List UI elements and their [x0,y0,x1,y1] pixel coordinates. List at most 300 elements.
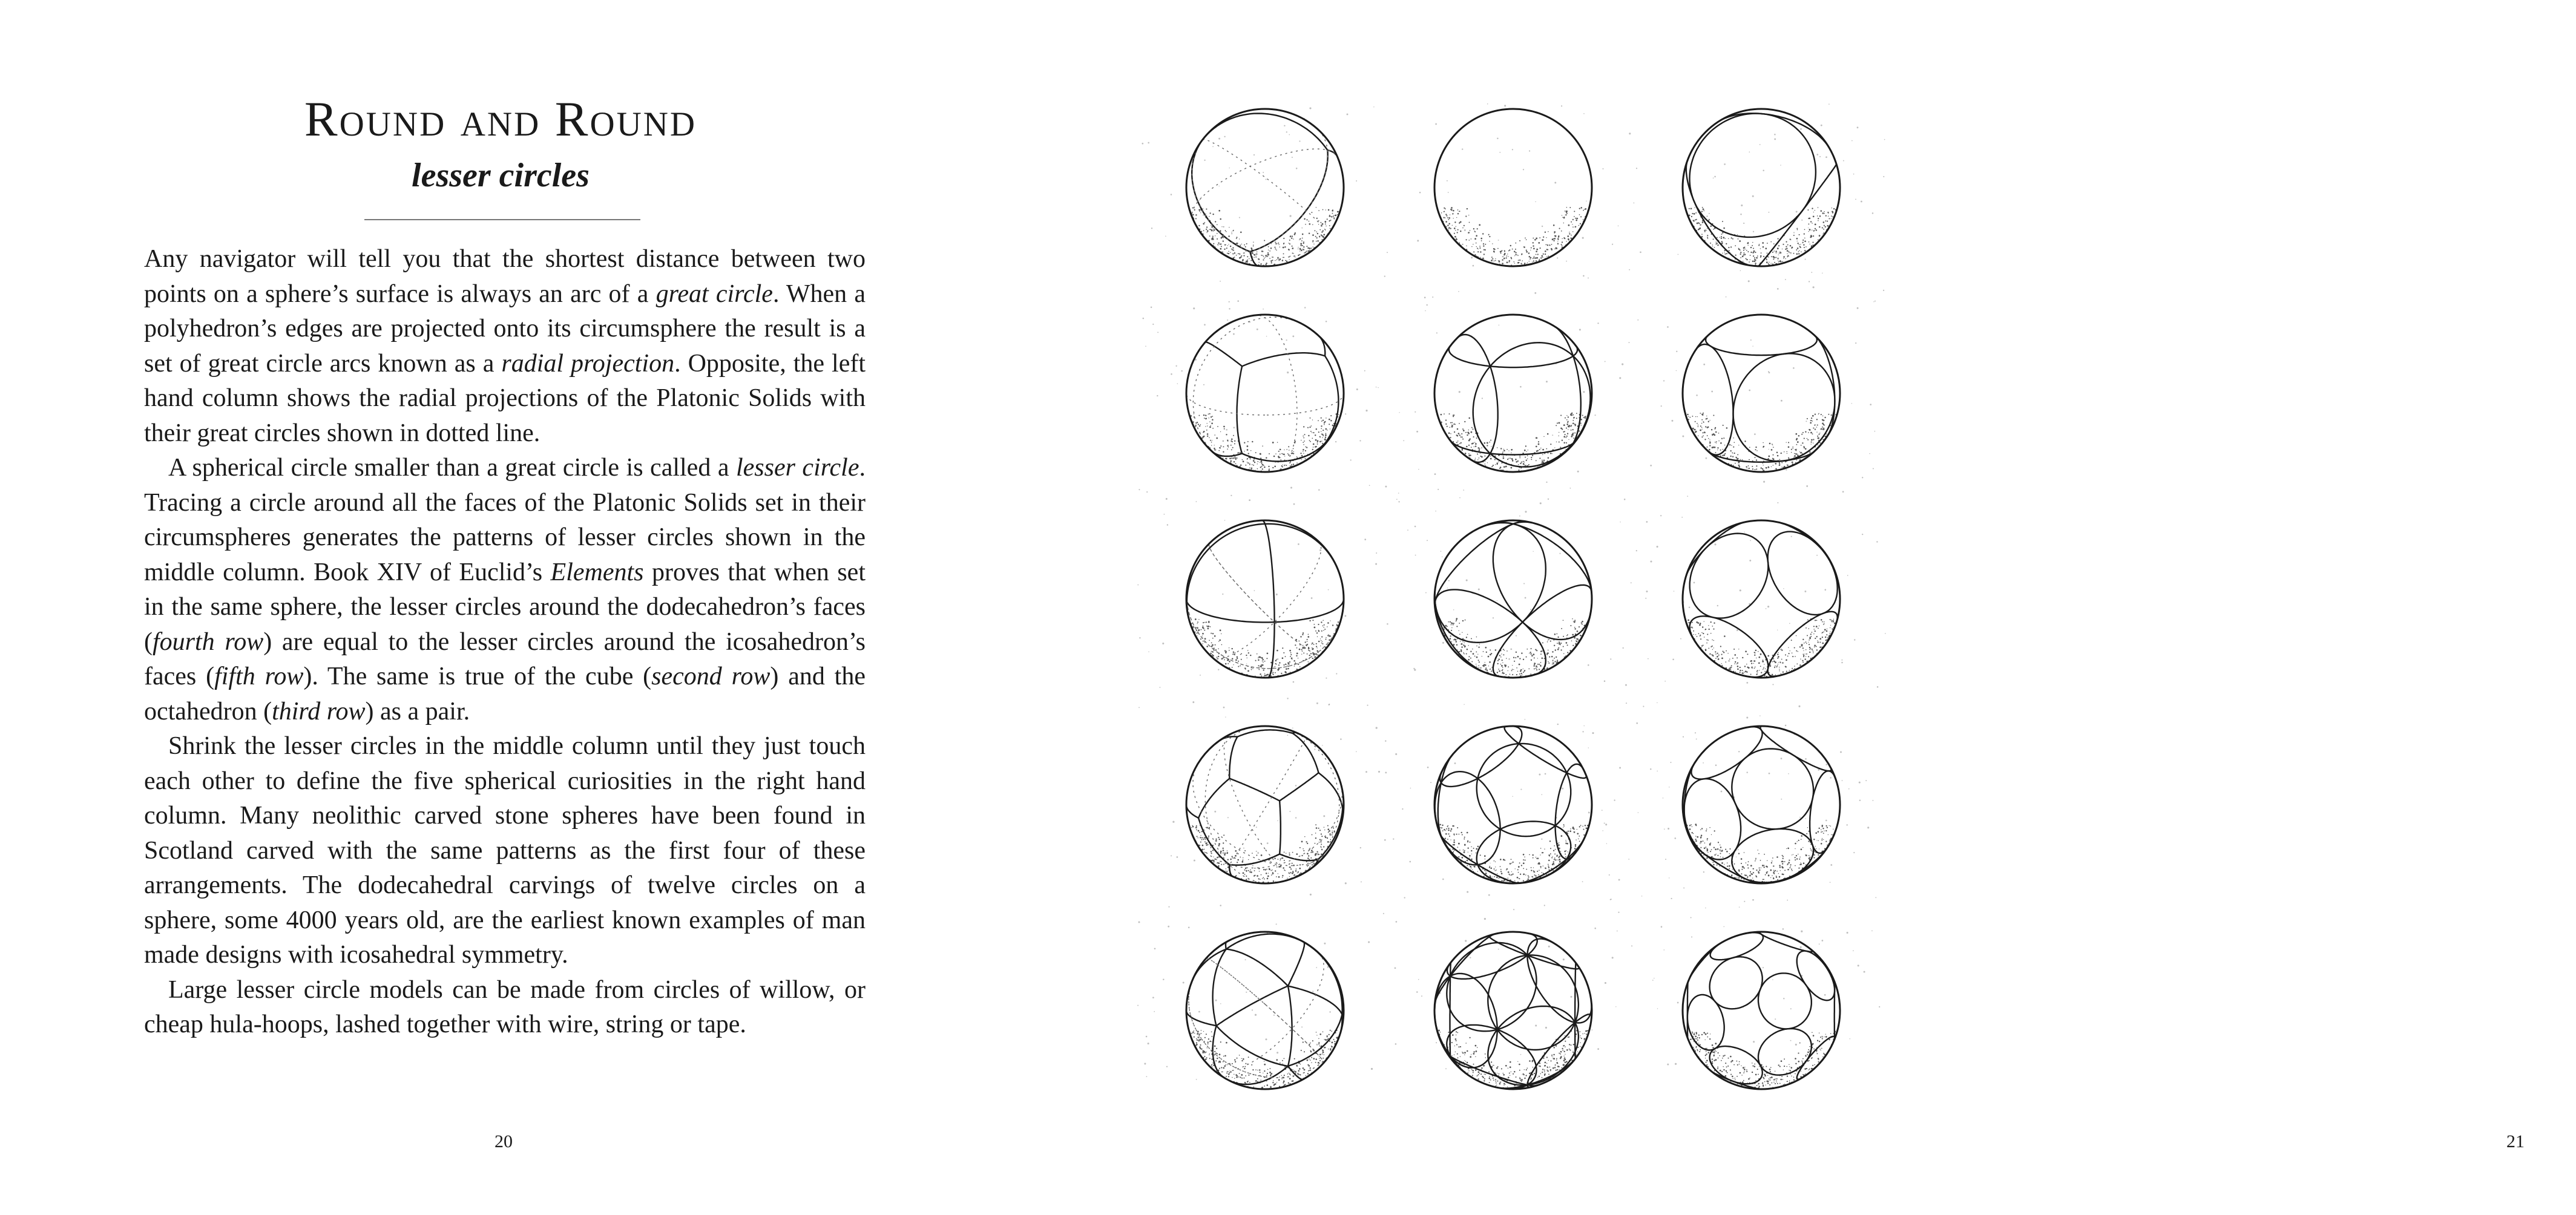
stipple-dot [1324,943,1326,945]
shade-dot [1806,649,1807,650]
shade-dot [1778,656,1779,658]
shade-dot [1744,672,1745,673]
shade-dot [1530,250,1531,251]
shade-dot [1313,624,1315,625]
shade-dot [1485,873,1487,874]
shade-dot [1202,643,1203,644]
shade-dot [1823,624,1824,625]
shade-dot [1830,619,1831,620]
shade-dot [1556,856,1557,857]
shade-dot [1209,235,1211,237]
shade-dot [1785,666,1786,667]
shade-dot [1311,212,1312,213]
shade-dot [1265,869,1266,871]
shade-dot [1242,459,1243,460]
shade-dot [1327,841,1329,843]
stipple-dot [1793,367,1795,369]
stipple-dot [1151,228,1152,229]
shade-dot [1695,416,1696,417]
shade-dot [1317,233,1318,234]
shade-dot [1450,433,1451,434]
shade-dot [1718,842,1719,843]
shade-dot [1818,444,1819,445]
shade-dot [1543,240,1544,241]
shade-dot [1708,421,1709,422]
shade-dot [1212,654,1213,655]
shade-dot [1825,637,1826,638]
stipple-dot [1471,1054,1472,1055]
shade-dot [1212,859,1213,860]
shade-dot [1723,228,1725,229]
shade-dot [1468,659,1470,661]
shade-dot [1293,463,1295,465]
stipple-dot [1295,785,1297,787]
shade-dot [1214,434,1215,436]
shade-dot [1743,254,1744,255]
shade-dot [1796,238,1798,240]
shade-dot [1773,465,1774,466]
shade-dot [1756,459,1757,460]
shade-dot [1583,829,1585,830]
shade-dot [1795,843,1796,845]
stipple-dot [1263,309,1264,310]
stipple-dot [1691,936,1692,937]
shade-dot [1252,253,1254,254]
shade-dot [1806,643,1807,644]
shade-dot [1207,423,1208,424]
shade-dot [1543,852,1544,853]
shade-dot [1232,447,1234,448]
shade-dot [1813,427,1814,428]
shade-dot [1802,647,1804,649]
shade-dot [1706,830,1707,831]
stipple-dot [1671,898,1672,899]
stipple-dot [1800,128,1802,130]
shade-dot [1812,415,1814,417]
shade-dot [1708,629,1709,630]
shade-dot [1211,229,1212,231]
shade-dot [1573,828,1574,830]
shade-dot [1321,836,1322,837]
shade-dot [1566,424,1568,425]
shade-dot [1451,630,1452,631]
shade-dot [1713,414,1714,416]
shade-dot [1698,633,1700,634]
shade-dot [1799,664,1801,666]
shade-dot [1236,237,1237,238]
shade-dot [1476,651,1477,652]
shade-dot [1802,442,1803,444]
stipple-dot [1164,514,1165,515]
shade-dot [1492,258,1493,260]
shade-dot [1253,460,1255,462]
shade-dot [1742,657,1743,658]
shade-dot [1570,625,1571,626]
stipple-dot [1520,1054,1522,1055]
shade-dot [1773,878,1774,879]
shade-dot [1541,255,1543,257]
shade-dot [1204,222,1206,223]
shade-dot [1237,243,1238,244]
shade-dot [1534,663,1536,664]
stipple-dot [1407,529,1408,531]
shade-dot [1230,246,1232,247]
shade-dot [1327,825,1329,827]
shade-dot [1806,854,1807,856]
shade-dot [1317,647,1318,648]
shade-dot [1787,656,1789,657]
shade-dot [1267,652,1269,654]
shade-dot [1460,221,1462,223]
shade-dot [1458,843,1460,845]
shade-dot [1301,855,1303,856]
shade-dot [1534,668,1535,669]
stipple-dot [1883,176,1884,177]
shade-dot [1250,655,1251,656]
shade-dot [1528,252,1530,254]
shade-dot [1762,865,1764,866]
shade-dot [1710,842,1711,843]
stipple-dot [1743,223,1744,224]
shade-dot [1521,865,1522,866]
lesser-circle [1505,726,1586,778]
shade-dot [1810,648,1812,649]
shade-dot [1329,833,1331,835]
shade-dot [1794,666,1795,667]
shade-dot [1316,241,1317,242]
shade-dot [1755,860,1756,862]
edge-arc [1187,602,1275,623]
shade-dot [1470,454,1471,456]
shade-dot [1558,844,1560,846]
shade-dot [1510,457,1511,459]
shade-dot [1799,868,1800,869]
dotted-great-circle [1192,149,1337,219]
shade-dot [1526,649,1528,650]
shade-dot [1215,649,1217,651]
shade-dot [1802,240,1804,241]
stipple-dot [1265,1038,1267,1040]
shade-dot [1507,878,1508,879]
shade-dot [1208,836,1209,837]
stipple-dot [1559,553,1560,554]
shade-dot [1451,422,1453,424]
shade-dot [1705,649,1707,650]
dotted-great-circle [1224,735,1300,876]
shade-dot [1257,461,1258,462]
shade-dot [1283,867,1284,869]
shade-dot [1223,864,1224,865]
shade-dot [1275,672,1276,673]
shade-dot [1746,671,1747,672]
shade-dot [1272,873,1273,874]
shade-dot [1278,244,1280,245]
shade-dot [1554,231,1556,233]
shade-dot [1450,621,1451,623]
shade-dot [1737,669,1739,670]
shade-dot [1819,215,1821,217]
shade-dot [1807,418,1808,419]
shade-dot [1252,853,1253,854]
shade-dot [1260,666,1262,667]
shade-dot [1312,449,1313,450]
stipple-dot [1148,142,1149,144]
shade-dot [1253,242,1254,243]
shade-dot [1827,212,1828,213]
lesser-circle [1516,837,1585,883]
stipple-dot [1484,918,1486,920]
shade-dot [1218,865,1220,867]
shade-dot [1304,440,1305,442]
shade-dot [1786,241,1787,243]
shade-dot [1318,828,1319,829]
shade-dot [1545,868,1546,869]
shade-dot [1576,641,1578,643]
shade-dot [1579,208,1580,209]
stipple-dot [1605,982,1606,984]
shade-dot [1286,668,1287,670]
stipple-dot [1138,489,1140,490]
shade-dot [1263,256,1264,257]
shade-dot [1702,429,1703,430]
shade-dot [1278,664,1280,666]
shade-dot [1512,669,1513,670]
shade-dot [1200,835,1201,836]
shade-dot [1462,428,1464,430]
shade-dot [1240,232,1242,234]
shade-dot [1257,463,1258,464]
shade-dot [1763,256,1764,257]
stipple-dot [1862,534,1863,535]
shade-dot [1782,244,1784,245]
shade-dot [1332,834,1333,836]
shade-dot [1546,256,1547,257]
shade-dot [1540,650,1542,652]
shade-dot [1272,260,1273,261]
shade-dot [1303,632,1304,634]
shade-dot [1254,870,1255,871]
shade-dot [1733,437,1734,439]
shade-dot [1708,648,1709,649]
sphere-outline [1434,109,1592,266]
shade-dot [1261,251,1263,252]
shade-dot [1485,871,1486,872]
stipple-dot [1463,490,1464,491]
stipple-dot [1557,257,1558,258]
shade-dot [1451,828,1453,830]
shade-dot [1764,854,1765,855]
stipple-dot [1582,731,1583,732]
shade-dot [1726,243,1727,244]
shade-dot [1729,853,1730,854]
shade-dot [1517,255,1519,256]
sphere-octahedron-radial-projection [1186,520,1344,678]
shade-dot [1551,244,1552,245]
shade-dot [1519,673,1520,675]
shade-dot [1793,235,1795,236]
shade-dot [1763,879,1764,880]
stipple-dot [1628,859,1629,860]
stipple-dot [1819,156,1821,157]
shade-dot [1217,233,1218,234]
shade-dot [1560,414,1562,416]
shade-dot [1454,233,1455,234]
shade-dot [1320,638,1321,639]
shade-dot [1444,211,1445,212]
stipple-dot [1774,134,1776,136]
shade-dot [1489,661,1491,663]
shade-dot [1534,874,1536,876]
shade-dot [1279,258,1281,260]
shade-dot [1218,843,1220,845]
shade-dot [1321,418,1322,419]
shade-dot [1804,247,1805,248]
shade-dot [1252,668,1254,669]
shade-dot [1448,227,1450,228]
shade-dot [1736,877,1738,878]
stipple-dot [1643,706,1644,707]
shade-dot [1579,626,1580,627]
sphere-grid [1186,109,1840,1089]
shade-dot [1467,208,1468,209]
lesser-circle [1717,113,1829,147]
stipple-dot [1356,388,1358,390]
shade-dot [1461,433,1462,434]
shade-dot [1238,661,1239,662]
shade-dot [1807,620,1809,621]
shade-dot [1264,661,1266,662]
stipple-dot [1177,383,1178,384]
stipple-dot [1146,1076,1148,1077]
shade-dot [1813,650,1814,652]
shade-dot [1332,624,1333,626]
shade-dot [1324,221,1326,223]
shade-dot [1495,866,1496,867]
shade-dot [1303,647,1304,648]
shade-dot [1801,848,1802,850]
shade-dot [1461,646,1463,648]
shade-dot [1792,668,1793,669]
shade-dot [1305,450,1306,451]
text-run: . Opposite, the left hand column shows the radial projections of the Platonic Solids with their great circles shown in dotted line. [144,349,866,447]
shade-dot [1536,251,1537,252]
shade-dot [1561,835,1563,837]
shade-dot [1818,831,1819,833]
shade-dot [1796,228,1798,229]
shade-dot [1312,620,1313,621]
shade-dot [1499,261,1500,263]
shade-dot [1769,665,1771,667]
shade-dot [1210,653,1211,654]
shade-dot [1815,224,1816,226]
shade-dot [1213,656,1214,657]
shade-dot [1303,850,1304,851]
shade-dot [1442,825,1444,826]
shade-dot [1533,257,1534,258]
shade-dot [1307,865,1309,866]
shade-dot [1204,837,1206,839]
shade-dot [1717,447,1718,448]
shade-dot [1206,845,1207,846]
shade-dot [1250,871,1252,873]
shade-dot [1520,675,1522,676]
shade-dot [1459,434,1460,436]
edge-arc [1265,524,1339,574]
shade-dot [1766,467,1767,469]
shade-dot [1703,413,1704,414]
shade-dot [1517,877,1519,879]
stipple-dot [1193,307,1195,309]
shade-dot [1741,873,1742,874]
shade-dot [1559,861,1561,863]
shade-dot [1235,457,1236,458]
shade-dot [1485,667,1487,669]
shade-dot [1546,448,1547,450]
shade-dot [1533,238,1534,239]
shade-dot [1197,422,1198,423]
stipple-dot [1347,113,1349,115]
shade-dot [1818,437,1819,439]
shade-dot [1821,414,1822,415]
stipple-dot [1436,1042,1437,1043]
shade-dot [1540,257,1542,258]
shade-dot [1490,866,1491,867]
shade-dot [1292,863,1293,864]
shade-dot [1328,209,1330,211]
stipple-dot [1744,1071,1746,1073]
stipple-dot [1329,1011,1330,1012]
shade-dot [1333,827,1334,828]
stipple-dot [1768,212,1769,213]
shade-dot [1446,828,1447,830]
stipple-dot [1631,582,1632,583]
shade-dot [1551,656,1553,658]
shade-dot [1496,462,1498,464]
shade-dot [1794,647,1795,648]
shade-dot [1782,867,1784,869]
shade-dot [1312,864,1313,865]
shade-dot [1310,431,1312,432]
shade-dot [1283,454,1285,456]
stipple-dot [1865,780,1867,781]
stipple-dot [1740,214,1742,215]
shade-dot [1198,619,1199,620]
shade-dot [1516,461,1517,463]
shade-dot [1457,229,1459,231]
shade-dot [1526,869,1527,870]
shade-dot [1766,261,1768,263]
shade-dot [1207,425,1208,427]
shade-dot [1445,830,1446,831]
stipple-dot [1626,702,1627,704]
shade-dot [1721,658,1723,660]
shade-dot [1743,252,1744,254]
shade-dot [1329,225,1330,226]
shade-dot [1290,235,1291,236]
shade-dot [1786,451,1787,453]
stipple-dot [1398,493,1399,494]
shade-dot [1323,846,1324,847]
shade-dot [1445,837,1446,839]
italic-term: lesser circle [735,454,859,482]
shade-dot [1707,235,1708,236]
stipple-dot [1316,967,1317,968]
shade-dot [1560,860,1561,861]
shade-dot [1787,465,1788,466]
stipple-dot [1746,771,1747,773]
shade-dot [1733,447,1734,448]
shade-dot [1746,259,1747,260]
